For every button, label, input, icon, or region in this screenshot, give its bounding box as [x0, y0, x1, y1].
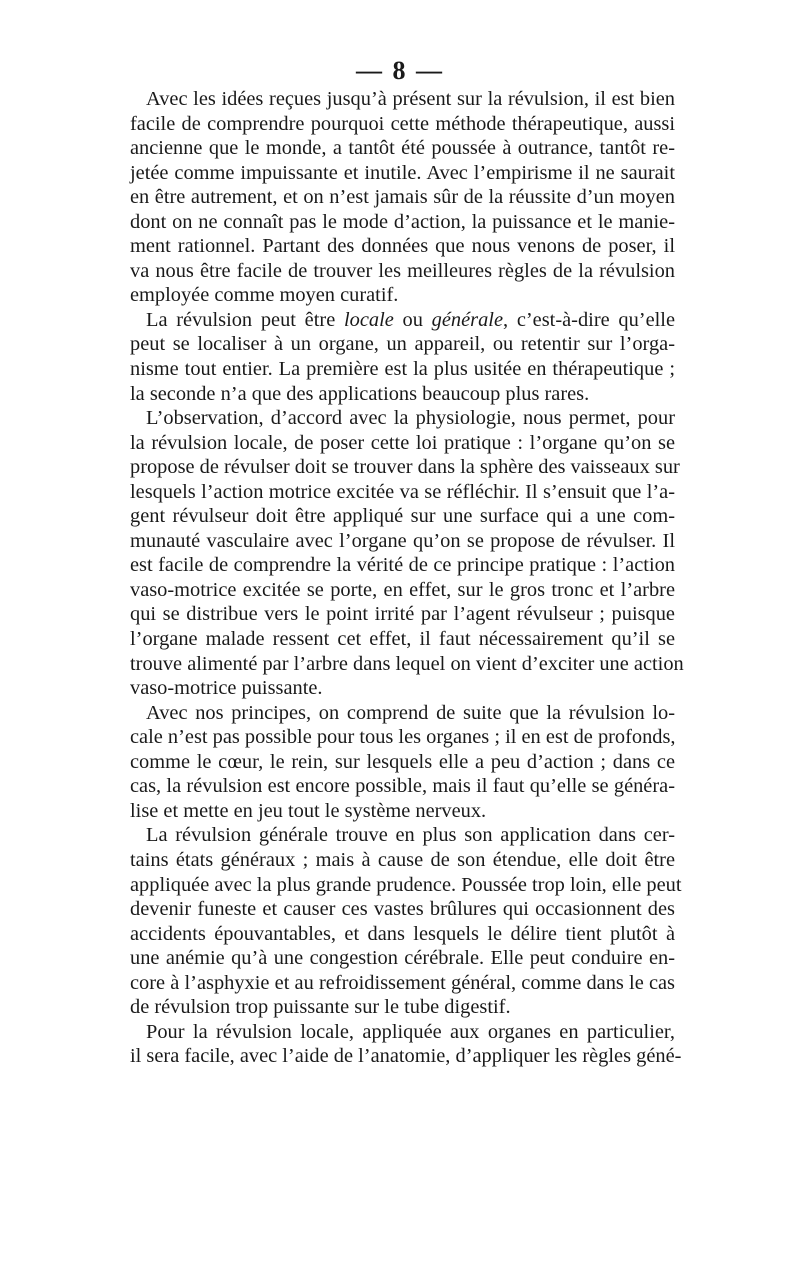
text-line: munauté vasculaire avec l’organe qu’on se propose de révulser. Il: [130, 529, 675, 552]
text-line: vaso-motrice excitée se porte, en effet, sur le gros tronc et l’arbre: [130, 578, 675, 601]
text-line: ment rationnel. Partant des données que nous venons de poser, il: [130, 235, 675, 258]
text-line: il sera facile, avec l’aide de l’anatomie, d’appliquer les règles géné-: [130, 1045, 682, 1068]
text-line: Pour la révulsion locale, appliquée aux organes en particulier,: [146, 1020, 675, 1043]
body-text: [130, 87, 684, 1069]
text-segment: , c’est-à-dire qu’elle: [503, 308, 676, 331]
text-line: va nous être facile de trouver les meilleures règles de la révulsion: [130, 259, 675, 282]
text-line: tains états généraux ; mais à cause de son étendue, elle doit être: [130, 848, 675, 871]
italic-term-generale: générale: [431, 308, 504, 331]
text-line: lise et mette en jeu tout le système nerveux.: [130, 799, 487, 822]
text-line: de révulsion trop puissante sur le tube digestif.: [130, 996, 511, 1019]
text-segment: ou: [393, 308, 432, 331]
text-line: cas, la révulsion est encore possible, mais il faut qu’elle se généra-: [130, 775, 675, 798]
text-line: la seconde n’a que des applications beaucoup plus rares.: [130, 382, 590, 405]
text-line: une anémie qu’à une congestion cérébrale. Elle peut conduire en-: [130, 947, 675, 970]
text-line: l’organe malade ressent cet effet, il faut nécessairement qu’il se: [130, 628, 675, 651]
text-line: appliquée avec la plus grande prudence. Poussée trop loin, elle peut: [130, 873, 682, 896]
text-line: trouve alimenté par l’arbre dans lequel on vient d’exciter une action: [130, 652, 684, 675]
text-line: gent révulseur doit être appliqué sur une surface qui a une com-: [130, 505, 675, 528]
text-line: en être autrement, et on n’est jamais sûr de la réussite d’un moyen: [130, 186, 675, 209]
text-line: L’observation, d’accord avec la physiologie, nous permet, pour: [146, 407, 675, 430]
italic-term-locale: locale: [343, 308, 394, 331]
text-line: comme le cœur, le rein, sur lesquels elle a peu d’action ; dans ce: [130, 750, 675, 773]
text-line: accidents épouvantables, et dans lesquels le délire tient plutôt à: [130, 922, 675, 945]
text-line: jetée comme impuissante et inutile. Avec l’empirisme il ne saurait: [130, 161, 675, 184]
text-line: cale n’est pas possible pour tous les organes ; il en est de profonds,: [130, 726, 676, 749]
text-line: facile de comprendre pourquoi cette méthode thérapeutique, aussi: [130, 112, 675, 135]
text-line: Avec nos principes, on comprend de suite que la révulsion lo-: [146, 701, 675, 724]
page-number: — 8 —: [356, 56, 444, 85]
text-line: qui se distribue vers le point irrité par l’agent révulseur ; puisque: [130, 603, 675, 626]
text-line: ancienne que le monde, a tantôt été poussée à outrance, tantôt re-: [130, 137, 675, 160]
text-line: est facile de comprendre la vérité de ce principe pratique : l’action: [130, 554, 675, 577]
text-line: lesquels l’action motrice excitée va se réfléchir. Il s’ensuit que l’a-: [130, 480, 675, 503]
text-line: Avec les idées reçues jusqu’à présent sur la révulsion, il est bien: [146, 88, 675, 110]
text-line: devenir funeste et causer ces vastes brûlures qui occasionnent des: [130, 898, 675, 921]
text-line: vaso-motrice puissante.: [130, 677, 323, 700]
text-segment: La révulsion peut être: [146, 308, 344, 331]
text-line: la révulsion locale, de poser cette loi pratique : l’organe qu’on se: [130, 431, 675, 454]
text-line: peut se localiser à un organe, un appareil, ou retentir sur l’orga-: [130, 333, 675, 356]
text-line-with-italics: [130, 308, 675, 333]
text-line: dont on ne connaît pas le mode d’action, la puissance et le manie-: [130, 210, 675, 233]
text-line: core à l’asphyxie et au refroidissement général, comme dans le cas: [130, 971, 675, 994]
text-line: propose de révulser doit se trouver dans la sphère des vaisseaux sur: [130, 456, 680, 479]
text-line: nisme tout entier. La première est la plus usitée en thérapeutique ;: [130, 358, 675, 381]
text-line: La révulsion générale trouve en plus son application dans cer-: [146, 824, 675, 847]
text-line: employée comme moyen curatif.: [130, 284, 399, 307]
